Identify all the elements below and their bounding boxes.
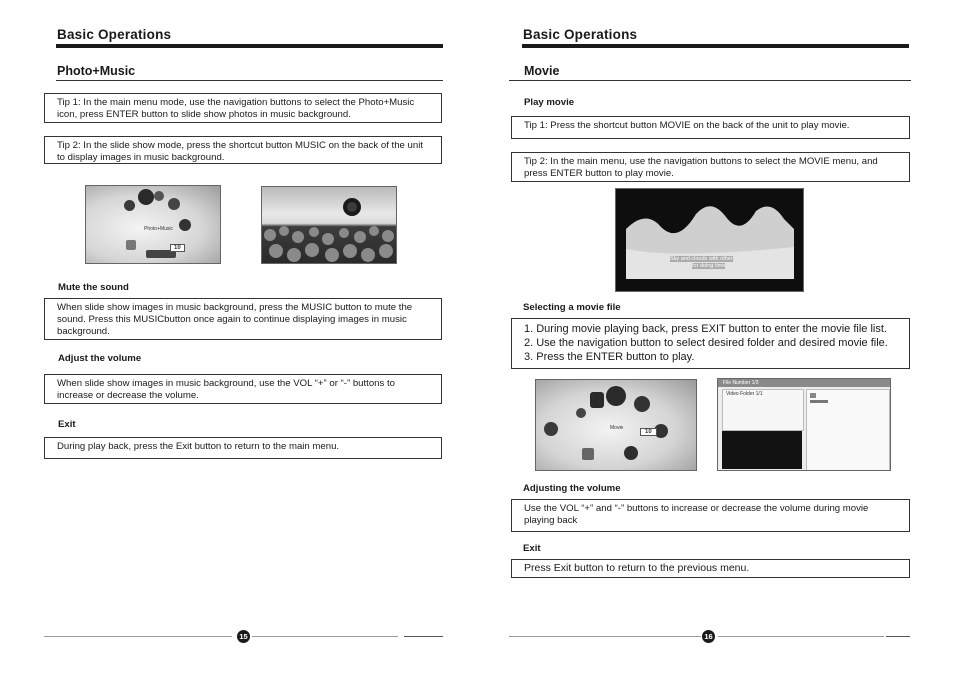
left-section-title: Photo+Music (57, 64, 136, 78)
right-select-box (511, 318, 910, 369)
left-footer-line-right (252, 636, 398, 637)
left-exit-text: During play back, press the Exit button to return to the main menu. (57, 441, 340, 452)
headphones-icon (124, 200, 135, 211)
left-footer-line-end (404, 636, 443, 637)
right-footer-line-end (886, 636, 910, 637)
right-tip1-box (511, 116, 910, 139)
left-footer-line (44, 636, 232, 637)
right-section-title: Movie (524, 64, 560, 78)
clock-icon (624, 446, 638, 460)
right-tip2-box (511, 152, 910, 182)
music-note-icon (168, 198, 180, 210)
right-volume-box (511, 499, 910, 532)
right-volume-title: Adjusting the volume (523, 483, 621, 494)
sunflower-field-graphic (262, 187, 397, 264)
film-icon (154, 191, 164, 201)
right-exit-title: Exit (523, 543, 541, 554)
file-list-item: Video Folder 1/1 (726, 391, 763, 397)
right-play-title: Play movie (524, 97, 575, 108)
headphones-icon (544, 422, 558, 436)
left-exit-box (44, 437, 442, 459)
left-mute-text: When slide show images in music background, press the MUSIC button to mute the sound. Press this MUSICbutton once again to continue displaying images in music background. (57, 302, 413, 337)
sunflower-photo (261, 186, 397, 264)
right-page-header: Basic Operations (523, 27, 638, 42)
right-tip1-text: Tip 1: Press the shortcut button MOVIE on the back of the unit to play movie. (524, 120, 850, 131)
right-select-title: Selecting a movie file (523, 302, 621, 313)
right-volume-text: Use the VOL “+” and “-” buttons to increase or decrease the volume during movie playing back (524, 503, 869, 526)
movie-frame-screenshot (615, 188, 804, 292)
gear-icon (179, 219, 191, 231)
left-page-header: Basic Operations (57, 27, 172, 42)
camera-icon (138, 189, 154, 205)
left-page-number: 15 (237, 630, 250, 643)
left-volume-box (44, 374, 442, 404)
right-main-menu-screenshot (535, 379, 697, 471)
right-footer-line-right (718, 636, 884, 637)
select-step-2: 2. Use the navigation button to select desired folder and desired movie file. (524, 337, 888, 349)
selection-bar (810, 400, 828, 403)
movie-subtitle-line2: for doing time (692, 263, 726, 269)
movie-subtitle-line1: Sky and clouds with other (670, 256, 733, 262)
right-footer-line (509, 636, 701, 637)
file-list-title: File Number 1/3 (723, 380, 759, 386)
file-list-screenshot (717, 378, 891, 471)
music-note-icon (634, 396, 650, 412)
playlist-icon (576, 408, 586, 418)
folder-icon (126, 240, 136, 250)
film-reel-icon (606, 386, 626, 406)
folder-icon (810, 393, 816, 398)
select-step-1: 1. During movie playing back, press EXIT button to enter the movie file list. (524, 323, 887, 335)
left-exit-title: Exit (58, 419, 76, 430)
left-main-menu-screenshot (85, 185, 221, 264)
folder-icon (582, 448, 594, 460)
left-menu-center-label: Photo+Music (144, 226, 174, 232)
right-tip2-text: Tip 2: In the main menu, use the navigation buttons to select the MOVIE menu, and press ENTER button to play movie. (524, 156, 878, 179)
left-tip2-box (44, 136, 442, 164)
right-header-rule (522, 44, 909, 48)
right-page-number: 16 (702, 630, 715, 643)
left-volume-title: Adjust the volume (58, 353, 142, 364)
right-menu-center-label: Movie (610, 425, 624, 431)
right-menu-counter: 10 (640, 428, 657, 436)
left-volume-text: When slide show images in music background, use the VOL “+” or “-” buttons to increase or decrease the volume. (57, 378, 395, 401)
left-tip2-text: Tip 2: In the slide show mode, press the shortcut button MUSIC on the back of the unit to display images in music background. (57, 140, 424, 163)
left-section-rule (56, 80, 443, 81)
camera-icon (590, 392, 604, 408)
right-section-rule (509, 80, 911, 81)
left-tip1-box (44, 93, 442, 123)
left-menu-counter: 10 (170, 244, 185, 252)
preview-pane (722, 431, 802, 469)
left-tip1-text: Tip 1: In the main menu mode, use the navigation buttons to select the Photo+Music icon, press ENTER button to slide show photos in music background. (57, 97, 415, 120)
right-exit-box (511, 559, 910, 578)
left-mute-title: Mute the sound (58, 282, 129, 293)
movie-waves-graphic (616, 189, 804, 292)
select-step-3: 3. Press the ENTER button to play. (524, 351, 695, 363)
left-mute-box (44, 298, 442, 340)
left-header-rule (56, 44, 443, 48)
right-exit-text: Press Exit button to return to the previous menu. (524, 562, 750, 574)
